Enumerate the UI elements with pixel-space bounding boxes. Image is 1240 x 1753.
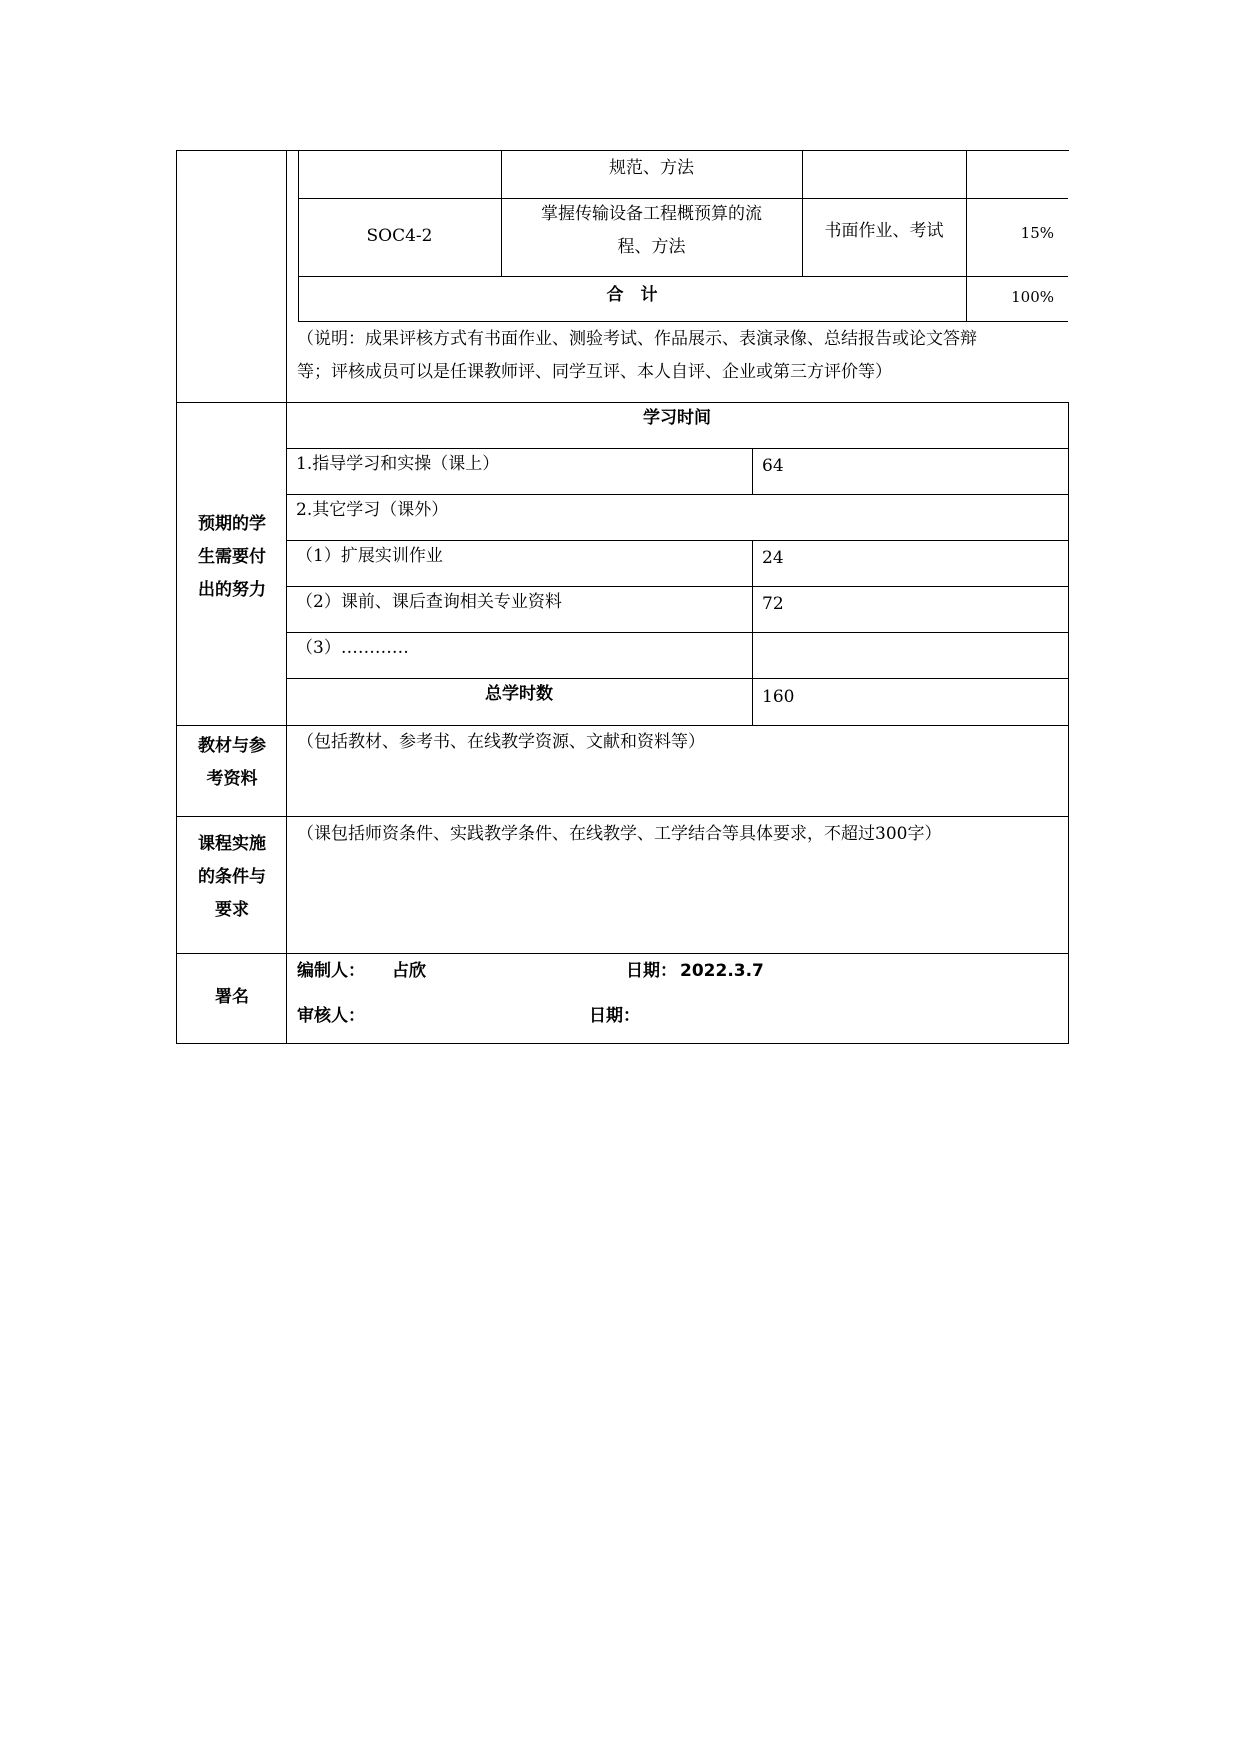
effort-item-1: 1.指导学习和实操（课上） xyxy=(296,454,500,474)
review-date-label: 日期： xyxy=(589,1006,640,1026)
effort-item-4: （2）课前、课后查询相关专业资料 xyxy=(296,592,562,612)
effort-total-value: 160 xyxy=(762,687,795,707)
assessment-content-line2: 程、方法 xyxy=(617,237,686,257)
materials-label: 教材与参 考资料 xyxy=(198,736,266,789)
effort-total-label: 总学时数 xyxy=(485,684,553,704)
assessment-note-line2: 等；评核成员可以是任课教师评、同学互评、本人自评、企业或第三方评价等） xyxy=(297,362,892,382)
signature-label: 署名 xyxy=(215,987,249,1007)
effort-header: 学习时间 xyxy=(643,408,711,428)
conditions-content: （课包括师资条件、实践教学条件、在线教学、工学结合等具体要求，不超过300字） xyxy=(297,824,942,844)
reviewer-label: 审核人： xyxy=(297,1006,365,1026)
effort-item-3: （1）扩展实训作业 xyxy=(296,546,443,566)
assessment-method: 书面作业、考试 xyxy=(824,221,944,241)
compile-date: 2022.3.7 xyxy=(680,961,764,981)
effort-item-5: （3）………… xyxy=(296,638,409,658)
materials-content: （包括教材、参考书、在线教学资源、文献和资料等） xyxy=(297,732,705,752)
assessment-code: SOC4-2 xyxy=(366,226,433,246)
effort-item-2: 2.其它学习（课外） xyxy=(296,500,449,520)
conditions-label: 课程实施 的条件与 要求 xyxy=(198,834,266,920)
effort-label: 预期的学 生需要付 出的努力 xyxy=(198,514,266,600)
assessment-weight: 15% xyxy=(1020,224,1054,242)
assessment-total-label: 合 计 xyxy=(606,285,658,305)
assessment-content-continued: 规范、方法 xyxy=(609,158,694,178)
compiler-label: 编制人： xyxy=(297,961,365,981)
effort-hours-4: 72 xyxy=(762,594,784,614)
compiler-name: 占欣 xyxy=(392,961,426,981)
compile-date-label: 日期： xyxy=(626,961,677,981)
effort-hours-3: 24 xyxy=(762,548,784,568)
effort-hours-1: 64 xyxy=(762,456,784,476)
assessment-total-value: 100% xyxy=(1011,288,1054,306)
assessment-note-line1: （说明：成果评核方式有书面作业、测验考试、作品展示、表演录像、总结报告或论文答辩 xyxy=(297,329,977,349)
assessment-content-line1: 掌握传输设备工程概预算的流 xyxy=(541,204,762,224)
